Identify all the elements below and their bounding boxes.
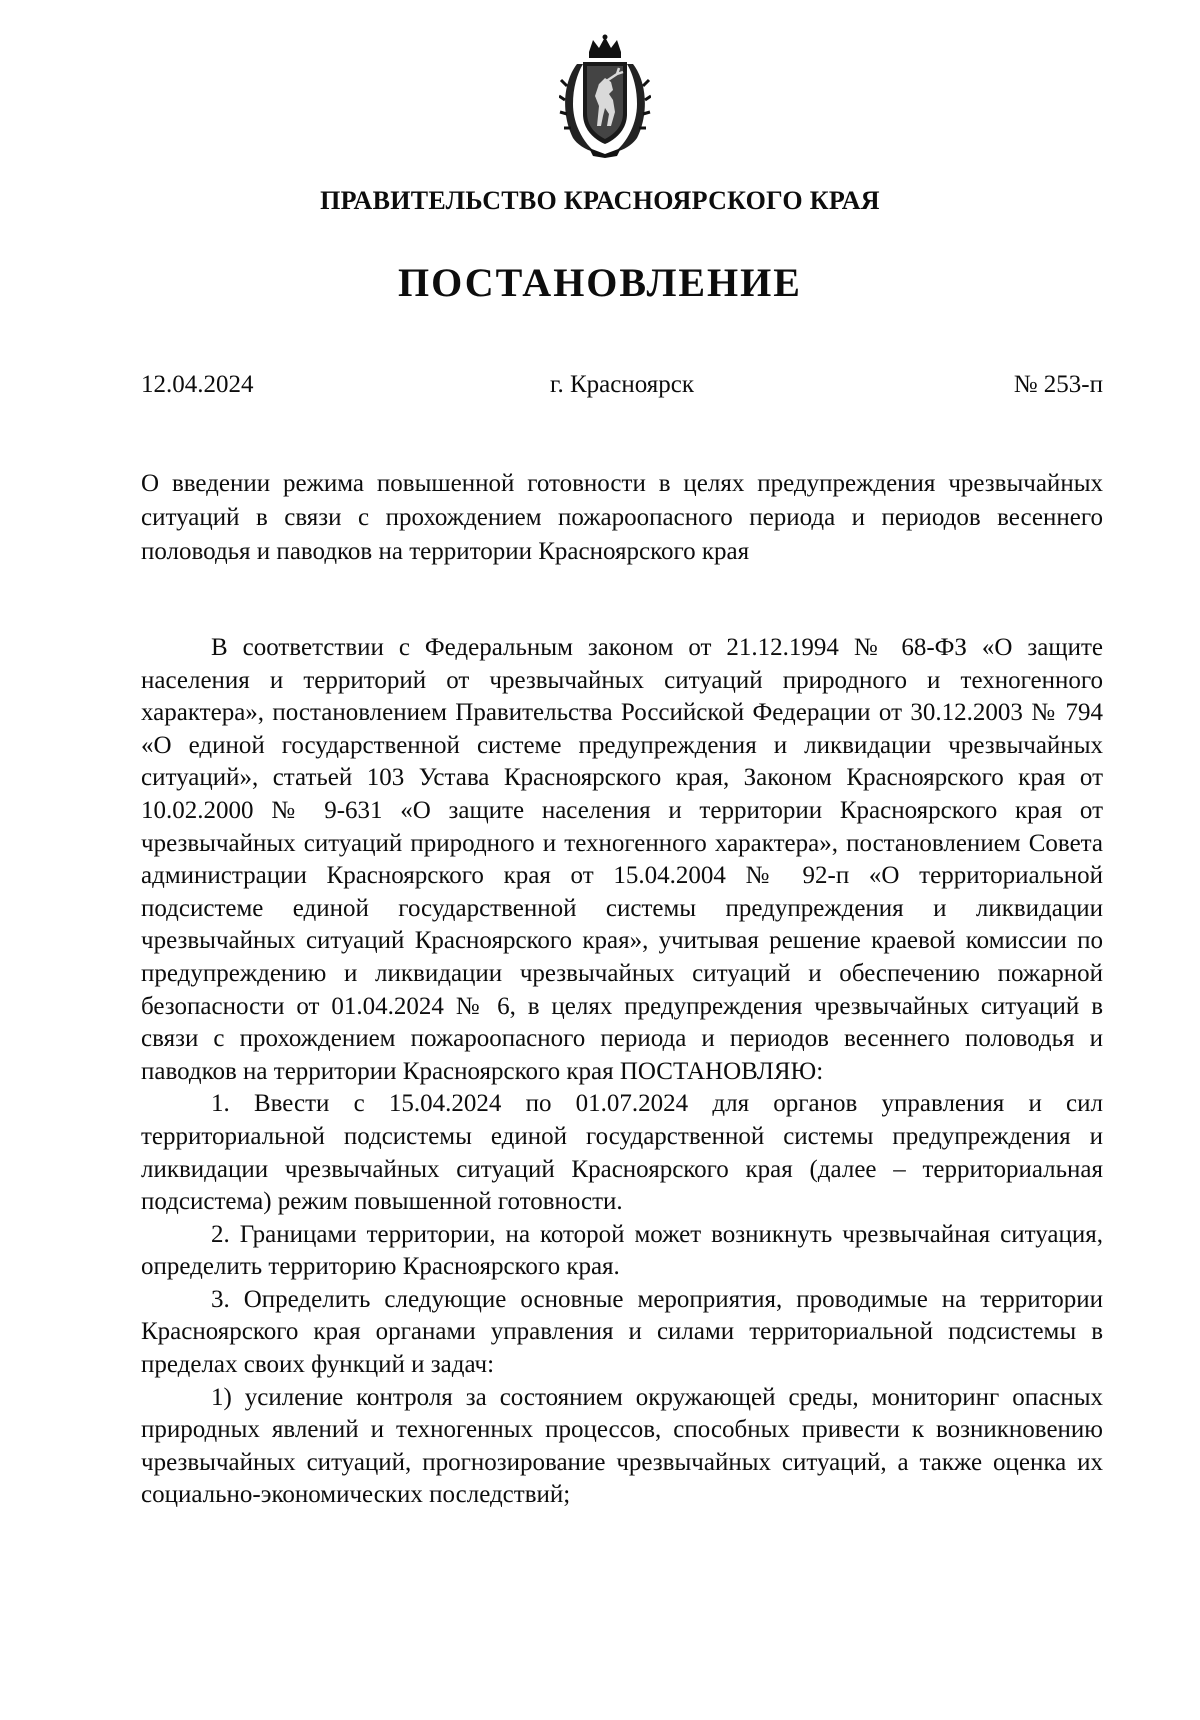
- clause-3-paragraph: 3. Определить следующие основные мероприятия, проводимые на территории Красноярского края органами управления и силами территориальной подсистемы в пределах своих функций и задач:: [141, 1285, 1103, 1379]
- document-city: г. Красноярск: [550, 371, 694, 398]
- preamble-paragraph: В соответствии с Федеральным законом от 21.12.1994 № 68-ФЗ «О защите населения и территорий от чрезвычайных ситуаций природного и техногенного характера», постановлением Правительства Российской Федерации от 30.12.2003 № 794 «О единой государственной системе предупреждения и ликвидации чрезвычайных ситуаций», статьей 103 Устава Красноярского края, Законом Красноярского края от 10.02.2000 № 9-631 «О защите населения и территории Красноярского края от чрезвычайных ситуаций природного и техногенного характера», постановлением Совета администрации Красноярского края от 15.04.2004 № 92-п «О территориальной подсистеме единой государственной системы предупреждения и ликвидации чрезвычайных ситуаций Красноярского края», учитывая решение краевой комиссии по предупреждению и ликвидации чрезвычайных ситуаций и обеспечению пожарной безопасности от 01.04.2024 № 6, в целях предупреждения чрезвычайных ситуаций в связи с прохождением пожароопасного периода и периодов весеннего половодья и паводков на территории Красноярского края ПОСТАНОВЛЯЮ:: [141, 634, 1103, 1085]
- clause-3-item-1-paragraph: 1) усиление контроля за состоянием окружающей среды, мониторинг опасных природных явлений и техногенных процессов, способных привести к возникновению чрезвычайных ситуаций, прогнозирование чрезвычайных ситуаций, а также оценка их социально-экономических последствий;: [141, 1383, 1103, 1509]
- issuing-authority: ПРАВИТЕЛЬСТВО КРАСНОЯРСКОГО КРАЯ: [320, 186, 880, 215]
- document-number: № 253-п: [1013, 371, 1103, 398]
- clause-1-paragraph: 1. Ввести с 15.04.2024 по 01.07.2024 для органов управления и сил территориальной подсистемы единой государственной системы предупреждения и ликвидации чрезвычайных ситуаций Красноярского края (далее – территориальная подсистема) режим повышенной готовности.: [141, 1090, 1103, 1216]
- document-date: 12.04.2024: [141, 371, 254, 398]
- krasnoyarsk-coat-of-arms-icon: [559, 34, 651, 158]
- document-type-title: ПОСТАНОВЛЕНИЕ: [398, 260, 802, 305]
- clause-2-paragraph: 2. Границами территории, на которой может возникнуть чрезвычайная ситуация, определить территорию Красноярского края.: [141, 1220, 1103, 1281]
- document-body: [141, 632, 1103, 1512]
- document-subject-title: О введении режима повышенной готовности в целях предупреждения чрезвычайных ситуаций в связи с прохождением пожароопасного периода и периодов весеннего половодья и паводков на территории Красноярского края: [141, 470, 1103, 565]
